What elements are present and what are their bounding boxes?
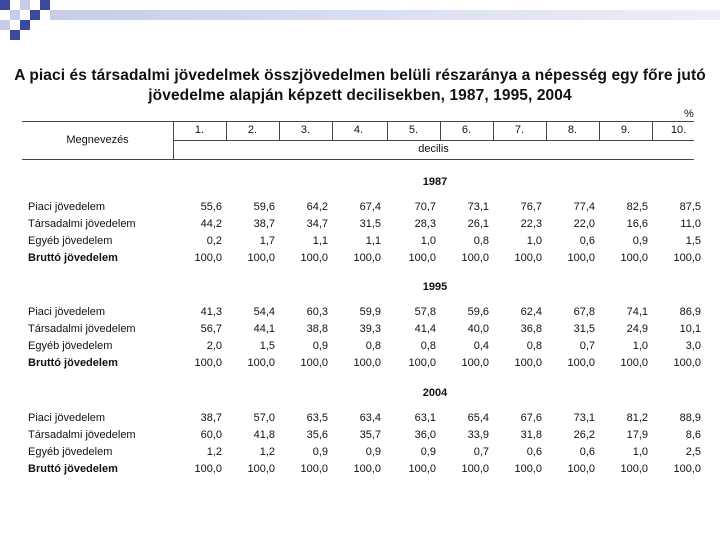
table-cell: 38,7 — [200, 412, 222, 424]
table-cell: 0,6 — [579, 235, 595, 247]
table-cell: 1,0 — [632, 340, 648, 352]
table-cell: 67,8 — [573, 306, 595, 318]
table-cell: 100,0 — [567, 357, 595, 369]
table-cell: 100,0 — [620, 357, 648, 369]
table-cell: 1,5 — [685, 235, 701, 247]
table-cell: 100,0 — [567, 252, 595, 264]
row-label: Társadalmi jövedelem — [28, 218, 136, 230]
table-cell: 67,6 — [520, 412, 542, 424]
section-year: 1987 — [422, 176, 448, 188]
table-cell: 1,0 — [526, 235, 542, 247]
table-cell: 86,9 — [679, 306, 701, 318]
deco-square — [30, 10, 40, 20]
deco-square — [20, 0, 30, 10]
decile-label: decilis — [418, 143, 449, 155]
table-cell: 0,7 — [579, 340, 595, 352]
table-cell: 100,0 — [353, 252, 381, 264]
unit-label: % — [684, 108, 694, 120]
table-cell: 100,0 — [461, 357, 489, 369]
decile-header: 4. — [353, 124, 364, 136]
table-cell: 54,4 — [253, 306, 275, 318]
name-column-header: Megnevezés — [66, 134, 129, 146]
page-title — [0, 66, 720, 106]
table-cell: 1,0 — [632, 446, 648, 458]
table-cell: 0,9 — [365, 446, 381, 458]
table-cell: 41,8 — [253, 429, 275, 441]
row-label: Piaci jövedelem — [28, 201, 106, 213]
row-label: Piaci jövedelem — [28, 412, 106, 424]
table-cell: 100,0 — [461, 252, 489, 264]
table-cell: 33,9 — [467, 429, 489, 441]
row-label: Egyéb jövedelem — [28, 446, 113, 458]
decile-header: 9. — [620, 124, 631, 136]
table-cell: 31,8 — [520, 429, 542, 441]
table-cell: 0,8 — [473, 235, 489, 247]
table-cell: 100,0 — [673, 252, 701, 264]
table-cell: 59,6 — [467, 306, 489, 318]
decile-header: 1. — [194, 124, 205, 136]
header-gradient-bar — [50, 10, 720, 20]
table-cell: 0,8 — [420, 340, 436, 352]
table-cell: 28,3 — [414, 218, 436, 230]
header-mid-rule — [173, 140, 694, 141]
table-cell: 100,0 — [194, 357, 222, 369]
table-cell: 59,9 — [359, 306, 381, 318]
table-cell: 81,2 — [626, 412, 648, 424]
table-cell: 100,0 — [620, 463, 648, 475]
table-cell: 35,6 — [306, 429, 328, 441]
table-cell: 59,6 — [253, 201, 275, 213]
table-cell: 17,9 — [626, 429, 648, 441]
decile-header: 3. — [300, 124, 311, 136]
table-cell: 1,2 — [259, 446, 275, 458]
table-cell: 100,0 — [567, 463, 595, 475]
row-label: Társadalmi jövedelem — [28, 429, 136, 441]
table-cell: 3,0 — [685, 340, 701, 352]
table-cell: 77,4 — [573, 201, 595, 213]
table-cell: 56,7 — [200, 323, 222, 335]
decile-header: 5. — [408, 124, 419, 136]
table-cell: 16,6 — [626, 218, 648, 230]
table-cell: 44,2 — [200, 218, 222, 230]
table-cell: 1,2 — [206, 446, 222, 458]
table-cell: 100,0 — [514, 463, 542, 475]
table-cell: 100,0 — [194, 463, 222, 475]
table-cell: 31,5 — [573, 323, 595, 335]
table-cell: 63,5 — [306, 412, 328, 424]
table-cell: 0,8 — [526, 340, 542, 352]
table-cell: 0,2 — [206, 235, 222, 247]
corner-decoration — [0, 0, 50, 45]
table-cell: 40,0 — [467, 323, 489, 335]
table-cell: 100,0 — [514, 252, 542, 264]
decile-header: 6. — [461, 124, 472, 136]
table-cell: 26,2 — [573, 429, 595, 441]
table-cell: 63,4 — [359, 412, 381, 424]
table-cell: 100,0 — [247, 463, 275, 475]
table-cell: 100,0 — [408, 463, 436, 475]
table-cell: 0,9 — [312, 340, 328, 352]
table-cell: 8,6 — [685, 429, 701, 441]
table-cell: 100,0 — [247, 252, 275, 264]
table-cell: 63,1 — [414, 412, 436, 424]
table-cell: 100,0 — [408, 357, 436, 369]
table-cell: 100,0 — [620, 252, 648, 264]
table-cell: 31,5 — [359, 218, 381, 230]
table-cell: 0,6 — [579, 446, 595, 458]
deco-square — [20, 20, 30, 30]
table-cell: 35,7 — [359, 429, 381, 441]
table-cell: 100,0 — [673, 463, 701, 475]
table-cell: 0,9 — [312, 446, 328, 458]
row-label: Bruttó jövedelem — [28, 463, 118, 475]
table-cell: 74,1 — [626, 306, 648, 318]
table-cell: 26,1 — [467, 218, 489, 230]
table-cell: 82,5 — [626, 201, 648, 213]
table-cell: 44,1 — [253, 323, 275, 335]
table-cell: 100,0 — [408, 252, 436, 264]
row-label: Piaci jövedelem — [28, 306, 106, 318]
row-label: Bruttó jövedelem — [28, 252, 118, 264]
table-cell: 41,4 — [414, 323, 436, 335]
title-line-1: A piaci és társadalmi jövedelmek összjövedelmen belüli részaránya a népesség egy főre jutó — [14, 67, 706, 84]
table-cell: 57,0 — [253, 412, 275, 424]
table-cell: 76,7 — [520, 201, 542, 213]
title-line-2: jövedelme alapján képzett decilisekben, 1987, 1995, 2004 — [148, 87, 572, 104]
decile-header: 8. — [567, 124, 578, 136]
table-cell: 10,1 — [679, 323, 701, 335]
table-cell: 100,0 — [247, 357, 275, 369]
table-cell: 100,0 — [194, 252, 222, 264]
table-cell: 36,0 — [414, 429, 436, 441]
table-cell: 39,3 — [359, 323, 381, 335]
table-cell: 1,1 — [312, 235, 328, 247]
table-cell: 100,0 — [300, 463, 328, 475]
table-cell: 22,3 — [520, 218, 542, 230]
decile-header: 7. — [514, 124, 525, 136]
table-cell: 24,9 — [626, 323, 648, 335]
row-label: Egyéb jövedelem — [28, 340, 113, 352]
table-cell: 73,1 — [467, 201, 489, 213]
table-cell: 57,8 — [414, 306, 436, 318]
table-cell: 41,3 — [200, 306, 222, 318]
table-cell: 60,0 — [200, 429, 222, 441]
table-cell: 65,4 — [467, 412, 489, 424]
table-cell: 0,7 — [473, 446, 489, 458]
table-cell: 2,0 — [206, 340, 222, 352]
table-cell: 87,5 — [679, 201, 701, 213]
table-cell: 88,9 — [679, 412, 701, 424]
header-bottom-rule — [22, 159, 694, 160]
row-label: Társadalmi jövedelem — [28, 323, 136, 335]
table-cell: 0,9 — [420, 446, 436, 458]
table-cell: 36,8 — [520, 323, 542, 335]
table-cell: 100,0 — [300, 357, 328, 369]
table-cell: 100,0 — [673, 357, 701, 369]
table-cell: 64,2 — [306, 201, 328, 213]
table-cell: 62,4 — [520, 306, 542, 318]
table-cell: 55,6 — [200, 201, 222, 213]
header-top-rule — [22, 121, 694, 122]
table-cell: 60,3 — [306, 306, 328, 318]
decile-header: 2. — [247, 124, 258, 136]
table-cell: 22,0 — [573, 218, 595, 230]
row-label: Egyéb jövedelem — [28, 235, 113, 247]
deco-square — [0, 0, 10, 10]
deco-square — [10, 10, 20, 20]
table-cell: 100,0 — [514, 357, 542, 369]
table-cell: 11,0 — [680, 218, 701, 230]
row-label: Bruttó jövedelem — [28, 357, 118, 369]
table-cell: 0,8 — [365, 340, 381, 352]
deco-square — [10, 30, 20, 40]
table-cell: 1,7 — [259, 235, 275, 247]
table-cell: 0,6 — [526, 446, 542, 458]
table-cell: 0,4 — [473, 340, 489, 352]
section-year: 2004 — [422, 387, 448, 399]
table-cell: 34,7 — [306, 218, 328, 230]
table-cell: 2,5 — [685, 446, 701, 458]
table-cell: 73,1 — [573, 412, 595, 424]
table-cell: 67,4 — [359, 201, 381, 213]
table-cell: 100,0 — [353, 357, 381, 369]
table-cell: 1,5 — [259, 340, 275, 352]
table-cell: 100,0 — [461, 463, 489, 475]
table-cell: 1,1 — [365, 235, 381, 247]
deco-square — [40, 0, 50, 10]
deco-square — [0, 20, 10, 30]
table-cell: 100,0 — [353, 463, 381, 475]
table-cell: 0,9 — [632, 235, 648, 247]
section-year: 1995 — [422, 281, 448, 293]
table-cell: 100,0 — [300, 252, 328, 264]
table-cell: 38,8 — [306, 323, 328, 335]
table-cell: 38,7 — [253, 218, 275, 230]
table-cell: 70,7 — [414, 201, 436, 213]
decile-header: 10. — [670, 124, 687, 136]
table-cell: 1,0 — [420, 235, 436, 247]
